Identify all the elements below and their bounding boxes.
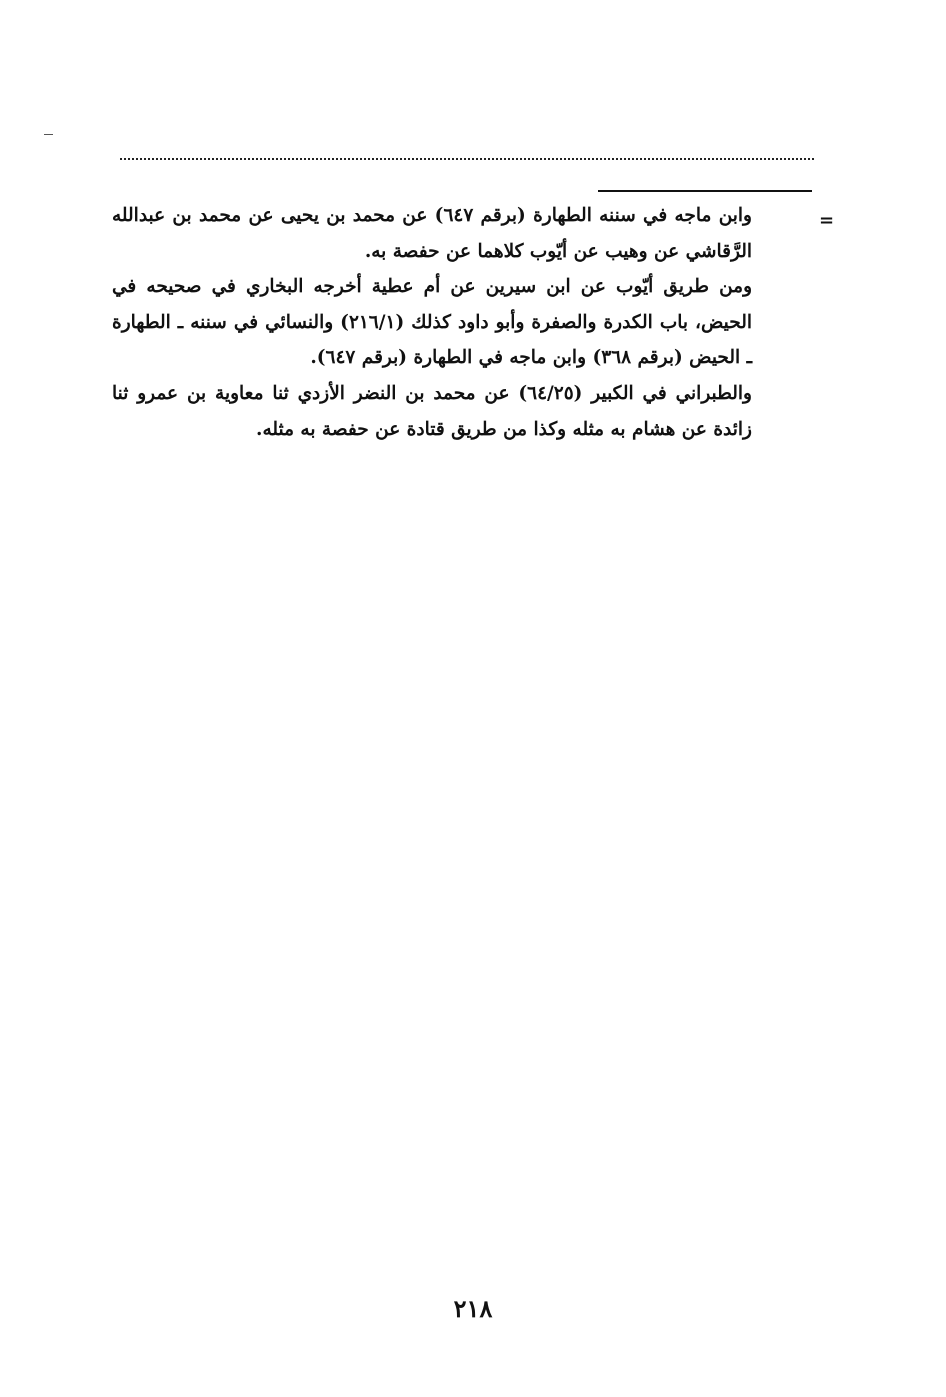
footnote-paragraph-3: والطبراني في الكبير (٦٤/٢٥) عن محمد بن النضر الأزدي ثنا معاوية بن عمرو ثنا زائدة عن هشام به مثله وكذا من طريق قتادة عن حفصة به مثله. (112, 382, 752, 440)
footnote-paragraph-1: وابن ماجه في سننه الطهارة (برقم ٦٤٧) عن محمد بن يحيى عن محمد بن عبدالله الرَّقاشي عن وهيب عن أيّوب كلاهما عن حفصة به. (112, 205, 752, 262)
continuation-mark: = (819, 210, 835, 231)
footnote-separator-line (598, 190, 812, 192)
dotted-separator (120, 158, 814, 160)
page-number: ٢١٨ (453, 1294, 493, 1323)
scan-mark (44, 134, 53, 135)
footnote-paragraph-2: ومن طريق أيّوب عن ابن سيرين عن أم عطية أخرجه البخاري في صحيحه في الحيض، باب الكدرة والصفرة وأبو داود كذلك (٢١٦/١) والنسائي في سننه ـ الطهارة ـ الحيض (برقم ٣٦٨) وابن ماجه في الطهارة (برقم ٦٤٧). (112, 276, 752, 369)
footnote-block (112, 198, 752, 447)
